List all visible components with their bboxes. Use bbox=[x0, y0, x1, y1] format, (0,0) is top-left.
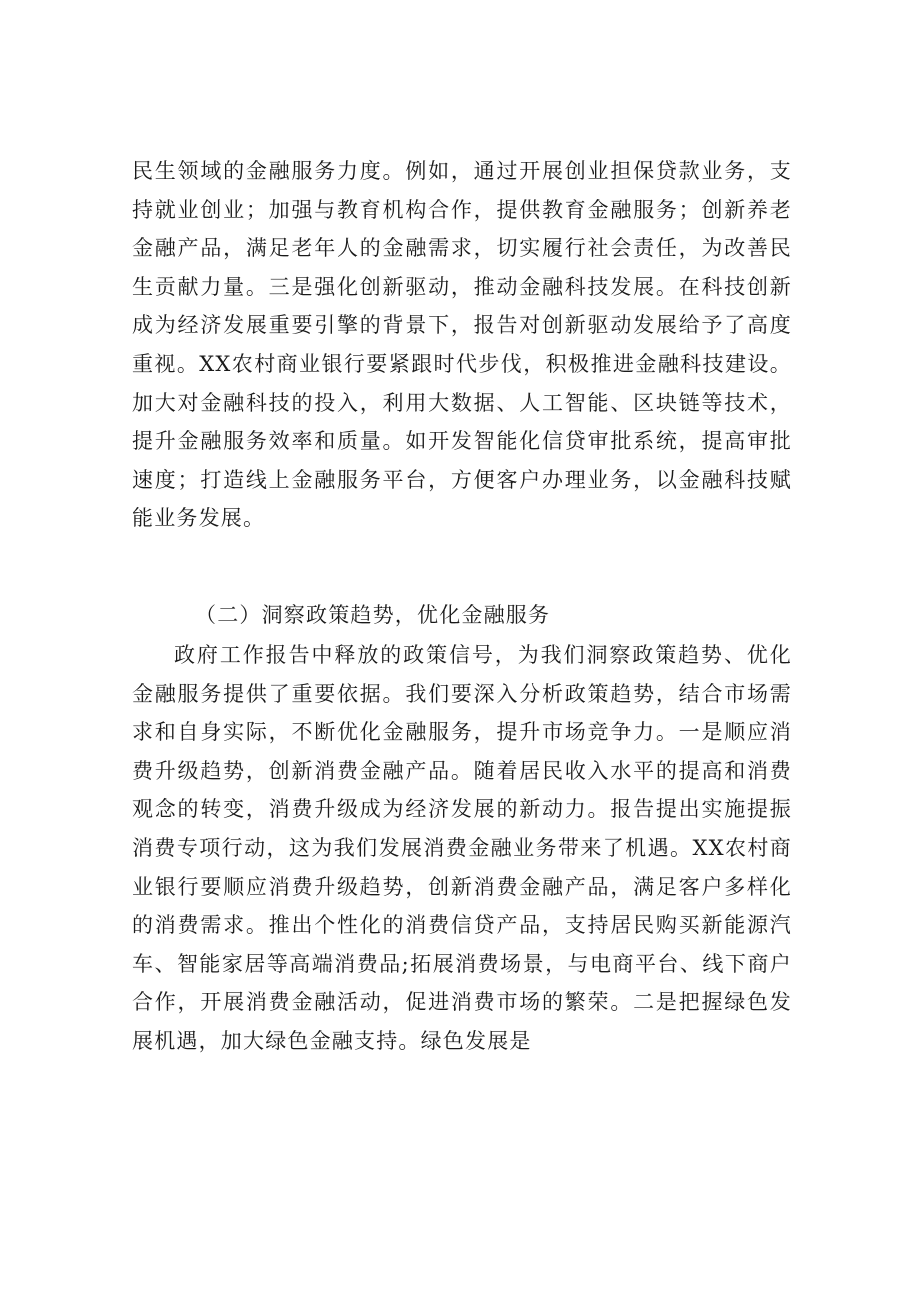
body-paragraph-continuation: 民生领域的金融服务力度。例如，通过开展创业担保贷款业务，支持就业创业；加强与教育机构合作，提供教育金融服务；创新养老金融产品，满足老年人的金融需求，切实履行社会责任，为改善民生贡献力量。三是强化创新驱动，推动金融科技发展。在科技创新成为经济发展重要引擎的背景下，报告对创新驱动发展给予了高度重视。XX农村商业银行要紧跟时代步伐，积极推进金融科技建设。加大对金融科技的投入，利用大数据、人工智能、区块链等技术，提升金融服务效率和质量。如开发智能化信贷审批系统，提高审批速度；打造线上金融服务平台，方便客户办理业务，以金融科技赋能业务发展。 bbox=[132, 159, 792, 531]
section-heading: （二）洞察政策趋势，优化金融服务 bbox=[195, 603, 551, 627]
body-paragraph: 政府工作报告中释放的政策信号，为我们洞察政策趋势、优化金融服务提供了重要依据。我们要深入分析政策趋势，结合市场需求和自身实际，不断优化金融服务，提升市场竞争力。一是顺应消费升级趋势，创新消费金融产品。随着居民收入水平的提高和消费观念的转变，消费升级成为经济发展的新动力。报告提出实施提振消费专项行动，这为我们发展消费金融业务带来了机遇。XX农村商业银行要顺应消费升级趋势，创新消费金融产品，满足客户多样化的消费需求。推出个性化的消费信贷产品，支持居民购买新能源汽车、智能家居等高端消费品;拓展消费场景，与电商平台、线下商户合作，开展消费金融活动，促进消费市场的繁荣。二是把握绿色发展机遇，加大绿色金融支持。绿色发展是 bbox=[132, 643, 792, 1053]
